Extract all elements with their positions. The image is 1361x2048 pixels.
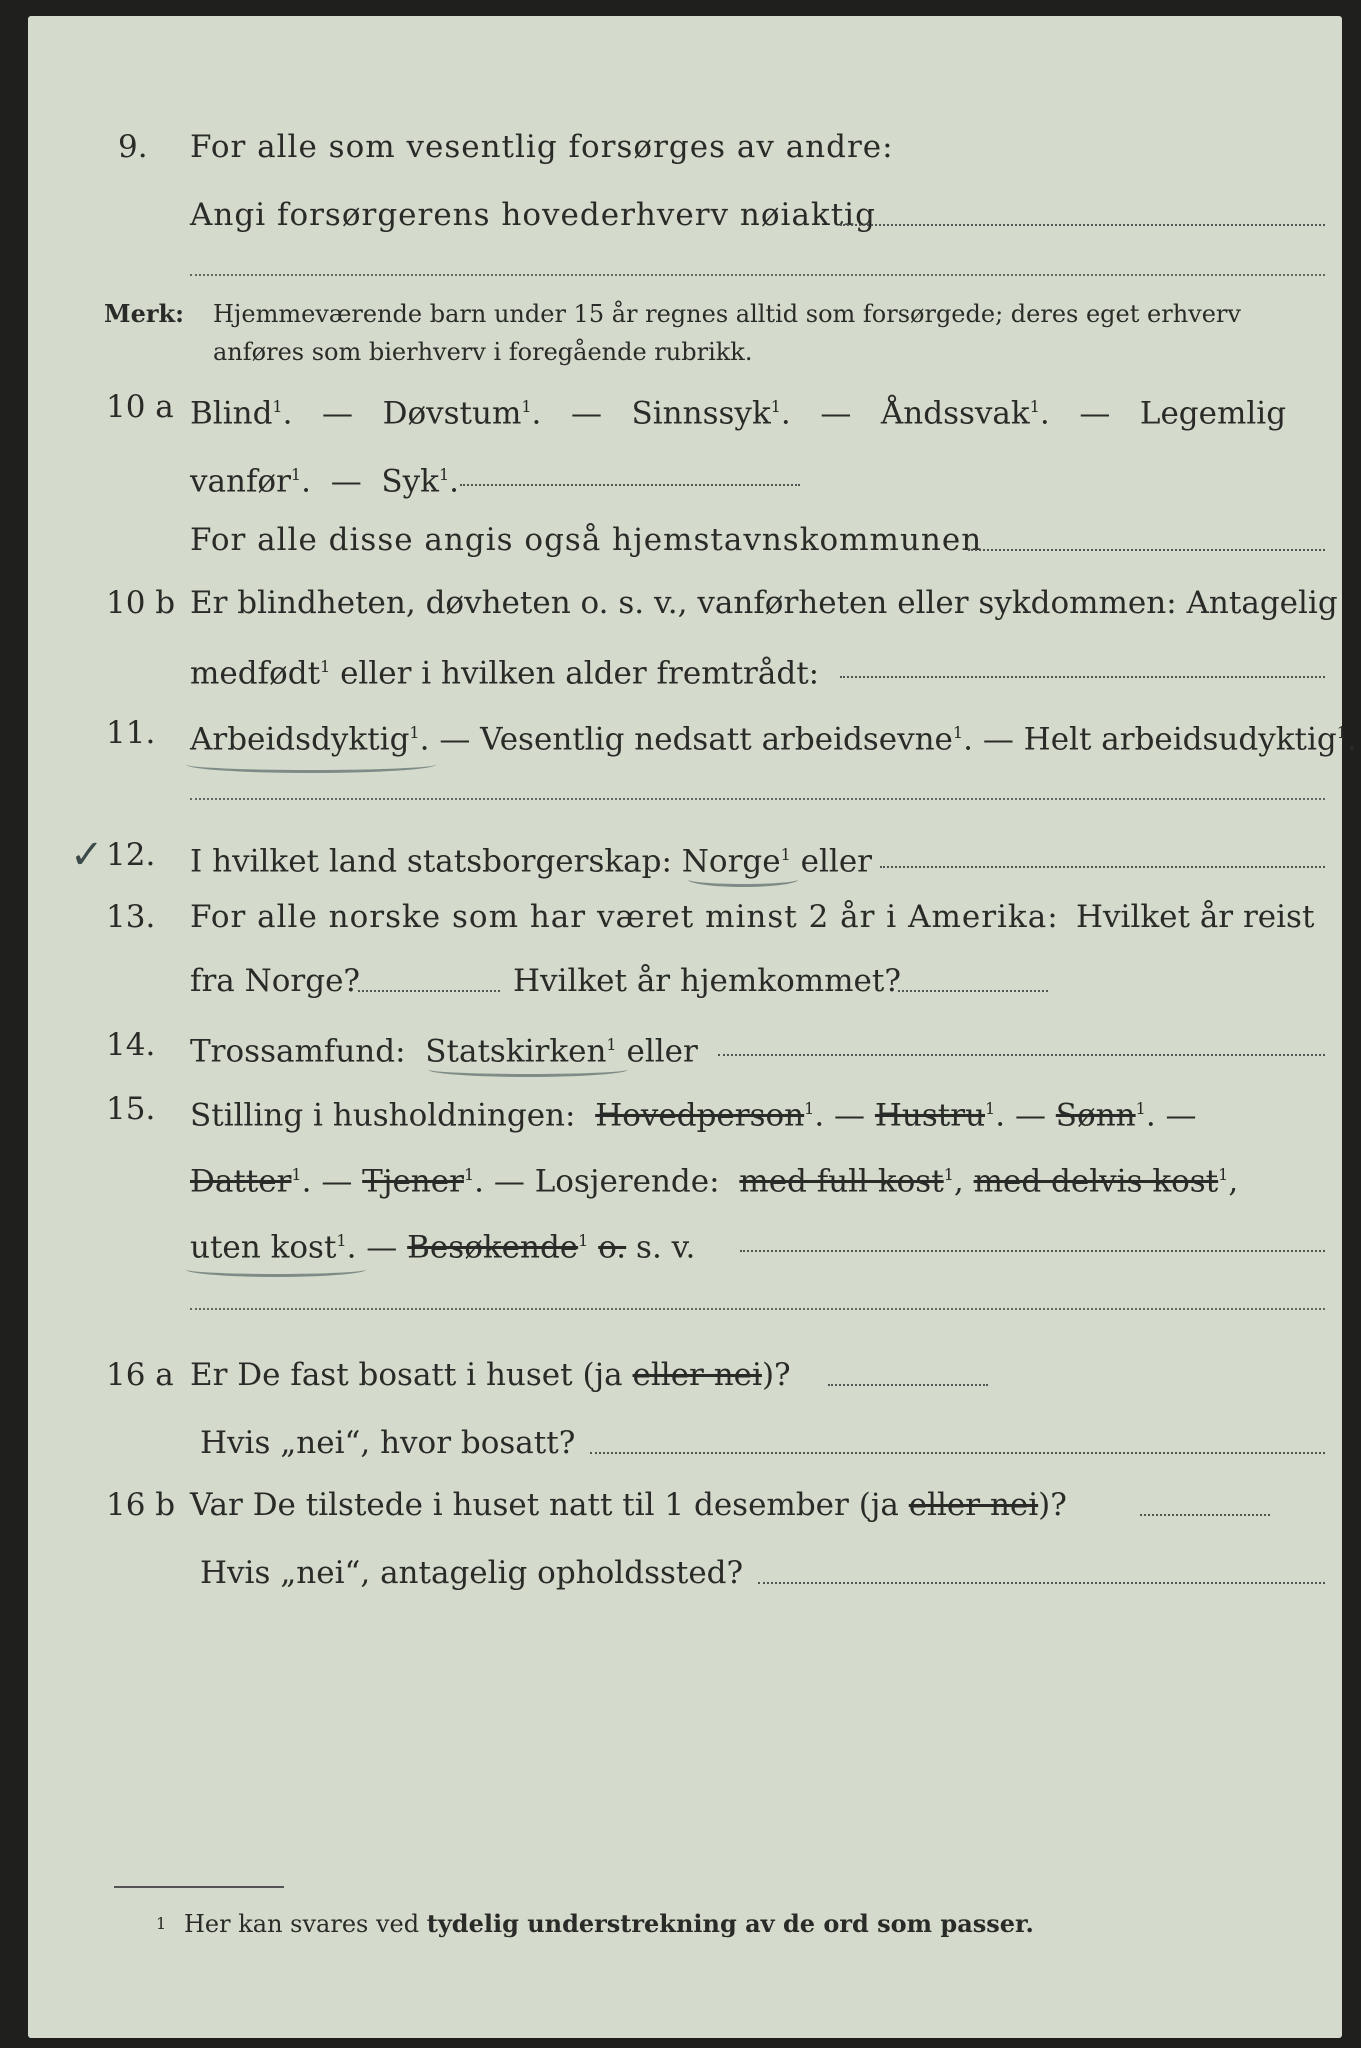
option-nedsatt[interactable]: Vesentlig nedsatt arbeidsevne (480, 721, 953, 758)
option-arbeidsdyktig[interactable]: Arbeidsdyktig (190, 721, 410, 758)
option-blind[interactable]: Blind (190, 395, 273, 432)
footnote-plain: Her kan svares ved (184, 1910, 420, 1938)
footnote-ref: 1 (606, 1035, 617, 1054)
q16b-text (190, 1486, 1067, 1524)
option-losjerende[interactable]: Losjerende: (534, 1163, 720, 1200)
q16b-eller-nei[interactable]: eller nei (908, 1487, 1039, 1523)
q9-question: Angi forsørgerens hovederhverv nøiaktig (190, 197, 876, 233)
q14-answer-line[interactable] (718, 1054, 1325, 1056)
q12-eller: eller (800, 843, 872, 880)
q16b-answer-line[interactable] (1140, 1514, 1270, 1516)
option-hovedperson[interactable]: Hovedperson (595, 1097, 805, 1134)
q12-number: 12. (106, 837, 156, 873)
footnote-ref: 1 (409, 723, 420, 742)
option-tjener[interactable]: Tjener (362, 1163, 464, 1200)
q16a-question: Er De fast bosatt i huset (ja (190, 1357, 623, 1393)
dash: — (322, 395, 354, 432)
footnote-ref: 1 (943, 1165, 954, 1184)
option-full-kost[interactable]: med full kost (739, 1163, 944, 1200)
footnote-ref: 1 (521, 397, 532, 416)
q10b-text-2 (190, 648, 819, 692)
q12-answer-line[interactable] (880, 866, 1325, 868)
checkmark-icon: ✓ (70, 832, 104, 878)
option-datter[interactable]: Datter (190, 1163, 292, 1200)
footnote-ref: 1 (438, 465, 450, 484)
q12-question: I hvilket land statsborgerskap: (190, 843, 672, 880)
q10a-options (190, 388, 1286, 432)
footnote-ref: 1 (985, 1099, 996, 1118)
q13-reist: Hvilket år reist (1076, 899, 1315, 935)
pen-underline-uten-kost (186, 1262, 366, 1277)
footnote-bold: tydelig understrekning av de ord som passer. (426, 1909, 1034, 1938)
pen-underline-norge (688, 872, 798, 887)
q10a-answer-line[interactable] (460, 484, 800, 486)
footnote-text (184, 1906, 1034, 1942)
q11-number: 11. (106, 715, 156, 751)
q16a-eller-nei[interactable]: eller nei (632, 1357, 762, 1393)
option-legemlig[interactable]: Legemlig (1139, 395, 1287, 432)
q16a-end: )? (761, 1357, 791, 1393)
q13-fra-norge: fra Norge? (190, 963, 361, 999)
q16b-question: Var De tilstede i huset natt til 1 desember (ja (190, 1487, 899, 1523)
q15-answer-line[interactable] (740, 1250, 1325, 1252)
q9-extra-line[interactable] (190, 274, 1325, 276)
q16b-opholdssted: Hvis „nei“, antagelig opholdssted? (200, 1555, 744, 1591)
punct: . (780, 395, 791, 432)
q15-text: Stilling i husholdningen: Hovedperson$^1$. — Hustru$^1$. — Sønn$^1$. — (190, 1097, 1197, 1134)
pen-underline-statskirken (428, 1062, 628, 1077)
option-besokende[interactable]: Besøkende (407, 1229, 579, 1266)
merk-text-1: Hjemmeværende barn under 15 år regnes alltid som forsørgede; deres eget erhverv (213, 300, 1241, 328)
q10a-number: 10 a (106, 389, 174, 425)
q9-text: For alle som vesentlig forsørges av andre: (190, 129, 894, 165)
q16a-text (190, 1356, 791, 1394)
option-vanfor[interactable]: vanfør (190, 463, 291, 500)
option-syk[interactable]: Syk (381, 463, 439, 500)
q16a-hvor-bosatt: Hvis „nei“, hvor bosatt? (200, 1425, 576, 1461)
q15-text-3: uten kost$^1$. — Besøkende$^1$ o. s. v. (190, 1229, 696, 1266)
pen-underline-arbeidsdyktig (186, 756, 436, 773)
footnote-ref: 1 (1218, 1165, 1229, 1184)
q10a-hjemstavn: For alle disse angis også hjemstavnskommunen (190, 522, 983, 558)
option-norge[interactable]: Norge (681, 843, 781, 880)
option-udyktig[interactable]: Helt arbeidsudyktig (1023, 721, 1337, 758)
q16b-end: )? (1038, 1487, 1067, 1523)
q16a-number: 16 a (106, 1357, 174, 1393)
q13-hjemkommet: Hvilket år hjemkommet? (513, 963, 901, 999)
footnote-ref: 1 (336, 1231, 347, 1250)
dash: — (570, 395, 602, 432)
footnote-divider (114, 1886, 284, 1888)
footnote-ref: 1 (291, 1165, 302, 1184)
option-statskirken[interactable]: Statskirken (425, 1033, 607, 1070)
option-dovstum[interactable]: Døvstum (382, 395, 522, 432)
q16b-number: 16 b (106, 1487, 176, 1523)
punct: . (282, 395, 293, 432)
footnote-ref: 1 (804, 1099, 815, 1118)
q10b-answer-line[interactable] (840, 676, 1325, 678)
q15-extra-line[interactable] (190, 1308, 1325, 1310)
q15-label: Stilling i husholdningen: (190, 1097, 576, 1134)
option-medfodt[interactable]: medfødt (190, 655, 321, 692)
hjemkommet-year-field[interactable] (898, 990, 1048, 992)
bosatt-answer-line[interactable] (590, 1452, 1325, 1454)
q10b-rest: eller i hvilken alder fremtrådt: (340, 655, 820, 692)
q15-text-2: Datter$^1$. — Tjener$^1$. — Losjerende: med full kost$^1$, med delvis kost$^1$, (190, 1163, 1239, 1200)
option-hustru[interactable]: Hustru (874, 1097, 986, 1134)
footnote-ref: 1 (290, 465, 302, 484)
q9-answer-line[interactable] (840, 224, 1325, 226)
q10b-text: Er blindheten, døvheten o. s. v., vanførheten eller sykdommen: Antagelig (190, 585, 1338, 621)
punct: . (531, 395, 542, 432)
merk-label: Merk: (104, 299, 184, 328)
q11-options: Arbeidsdyktig$^1$. — Vesentlig nedsatt arbeidsevne$^1$. — Helt arbeidsudyktig$^1$. (190, 721, 1357, 758)
footnote-ref: 1 (952, 723, 964, 742)
punct: . (301, 463, 311, 500)
footnote-ref: 1 (1029, 397, 1040, 416)
merk-text-2: anføres som bierhverv i foregående rubrikk. (213, 338, 753, 366)
footnote-ref: 1 (770, 397, 781, 416)
q9-number: 9. (118, 129, 148, 165)
q14-text (190, 1026, 698, 1070)
option-andssvak[interactable]: Åndssvak (880, 395, 1030, 432)
q10b-number: 10 b (106, 585, 176, 621)
footnote-ref: 1 (578, 1231, 589, 1250)
reist-year-field[interactable] (358, 990, 500, 992)
q15-number: 15. (106, 1091, 156, 1127)
option-uten-kost[interactable]: uten kost (190, 1229, 337, 1266)
footnote-ref: 1 (320, 657, 331, 676)
option-delvis-kost[interactable]: med delvis kost (973, 1163, 1219, 1200)
opholdssted-answer-line[interactable] (758, 1582, 1325, 1584)
option-sonn[interactable]: Sønn (1055, 1097, 1136, 1134)
footnote-ref: 1 (780, 845, 791, 864)
footnote-mark: 1 (156, 1914, 167, 1933)
option-sinnssyk[interactable]: Sinnssyk (631, 395, 771, 432)
q15-osv-1: o. (598, 1229, 627, 1266)
punct: . (1039, 395, 1050, 432)
footnote-ref: 1 (1135, 1099, 1146, 1118)
punct: . (449, 463, 459, 500)
dash: — (1079, 395, 1111, 432)
dash: — (330, 463, 362, 500)
footnote-ref: 1 (272, 397, 283, 416)
q13-number: 13. (106, 899, 156, 935)
dash: — (820, 395, 852, 432)
footnote-ref: 1 (1336, 723, 1347, 742)
q14-label: Trossamfund: (190, 1033, 406, 1070)
hjemstavn-answer-line[interactable] (968, 549, 1325, 551)
q14-number: 14. (106, 1027, 156, 1063)
q13-text: For alle norske som har været minst 2 år i Amerika: (190, 899, 1059, 935)
q10a-options-2 (190, 456, 459, 500)
q15-osv-2: s. v. (636, 1229, 696, 1266)
q16a-answer-line[interactable] (828, 1384, 988, 1386)
q11-extra-line[interactable] (190, 798, 1325, 800)
footnote-ref: 1 (463, 1165, 475, 1184)
census-form-sheet (28, 16, 1357, 2038)
q14-eller: eller (626, 1033, 698, 1070)
